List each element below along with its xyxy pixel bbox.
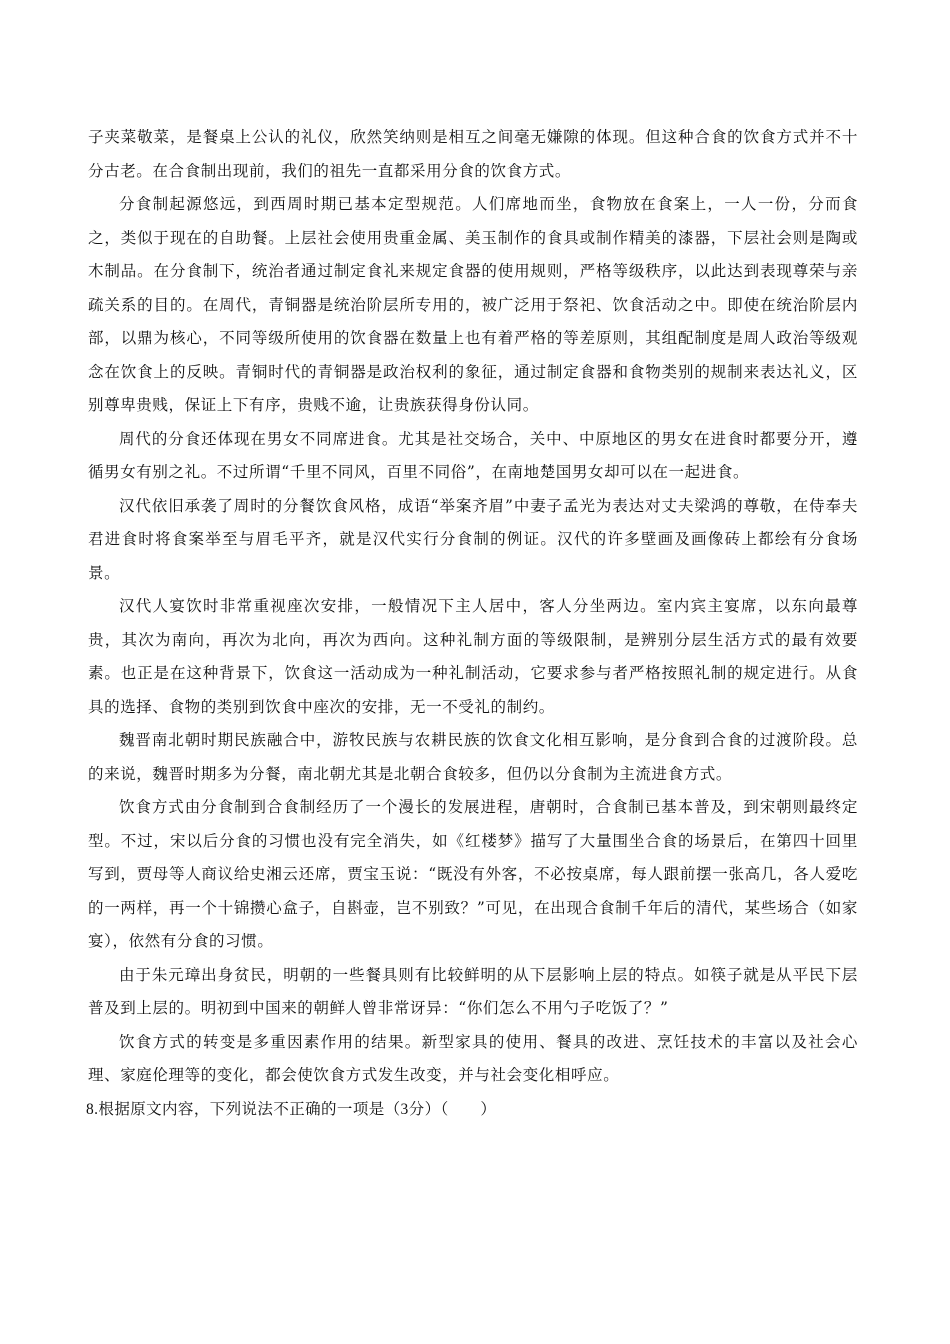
question-8: 8.根据原文内容，下列说法不正确的一项是（3分）（ ）: [86, 1100, 497, 1118]
paragraph-5: 汉代人宴饮时非常重视座次安排，一般情况下主人居中，客人分坐两边。室内宾主宴席，以东向最尊贵，其次为南向，再次为北向，再次为西向。这种礼制方面的等级限制，是辨别分层生活方式的最有效要素。也正是在这种背景下，饮食这一活动成为一种礼制活动，它要求参与者严格按照礼制的规定进行。从食具的选择、食物的类别到饮食中座次的安排，无一不受礼的制约。: [88, 597, 858, 716]
paragraph-8: 由于朱元璋出身贫民，明朝的一些餐具则有比较鲜明的从下层影响上层的特点。如筷子就是从平民下层普及到上层的。明初到中国来的朝鲜人曾非常讶异：“你们怎么不用勺子吃饭了？”: [88, 965, 858, 1017]
paragraph-7: 饮食方式由分食制到合食制经历了一个漫长的发展进程，唐朝时，合食制已基本普及，到宋朝则最终定型。不过，宋以后分食的习惯也没有完全消失，如《红楼梦》描写了大量围坐合食的场景后，在第四十回里写到，贾母等人商议给史湘云还席，贾宝玉说：“既没有外客，不必按桌席，每人跟前摆一张高几，各人爱吃的一两样，再一个十锦攒心盒子，自斟壶，岂不别致？”可见，在出现合食制千年后的清代，某些场合（如家宴），依然有分食的习惯。: [88, 798, 858, 950]
paragraph-6: 魏晋南北朝时期民族融合中，游牧民族与农耕民族的饮食文化相互影响，是分食到合食的过渡阶段。总的来说，魏晋时期多为分餐，南北朝尤其是北朝合食较多，但仍以分食制为主流进食方式。: [88, 731, 858, 783]
paragraph-1: 子夹菜敬菜，是餐桌上公认的礼仪，欣然笑纳则是相互之间毫无嫌隙的体现。但这种合食的饮食方式并不十分古老。在合食制出现前，我们的祖先一直都采用分食的饮食方式。: [88, 128, 858, 180]
paragraph-9: 饮食方式的转变是多重因素作用的结果。新型家具的使用、餐具的改进、烹饪技术的丰富以及社会心理、家庭伦理等的变化，都会使饮食方式发生改变，并与社会变化相呼应。: [88, 1032, 858, 1084]
paragraph-4: 汉代依旧承袭了周时的分餐饮食风格，成语“举案齐眉”中妻子孟光为表达对丈夫梁鸿的尊敬，在侍奉夫君进食时将食案举至与眉毛平齐，就是汉代实行分食制的例证。汉代的许多壁画及画像砖上都绘有分食场景。: [88, 496, 858, 582]
paragraph-3: 周代的分食还体现在男女不同席进食。尤其是社交场合，关中、中原地区的男女在进食时都要分开，遵循男女有别之礼。不过所谓“千里不同风，百里不同俗”，在南地楚国男女却可以在一起进食。: [88, 429, 858, 481]
document-page: [88, 121, 858, 1126]
paragraph-2: 分食制起源悠远，到西周时期已基本定型规范。人们席地而坐，食物放在食案上，一人一份，分而食之，类似于现在的自助餐。上层社会使用贵重金属、美玉制作的食具或制作精美的漆器，下层社会则是陶或木制品。在分食制下，统治者通过制定食礼来规定食器的使用规则，严格等级秩序，以此达到表现尊荣与亲疏关系的目的。在周代，青铜器是统治阶层所专用的，被广泛用于祭祀、饮食活动之中。即使在统治阶层内部，以鼎为核心，不同等级所使用的饮食器在数量上也有着严格的等差原则，其组配制度是周人政治等级观念在饮食上的反映。青铜时代的青铜器是政治权利的象征，通过制定食器和食物类别的规制来表达礼义，区别尊卑贵贱，保证上下有序，贵贱不逾，让贵族获得身份认同。: [88, 195, 858, 414]
